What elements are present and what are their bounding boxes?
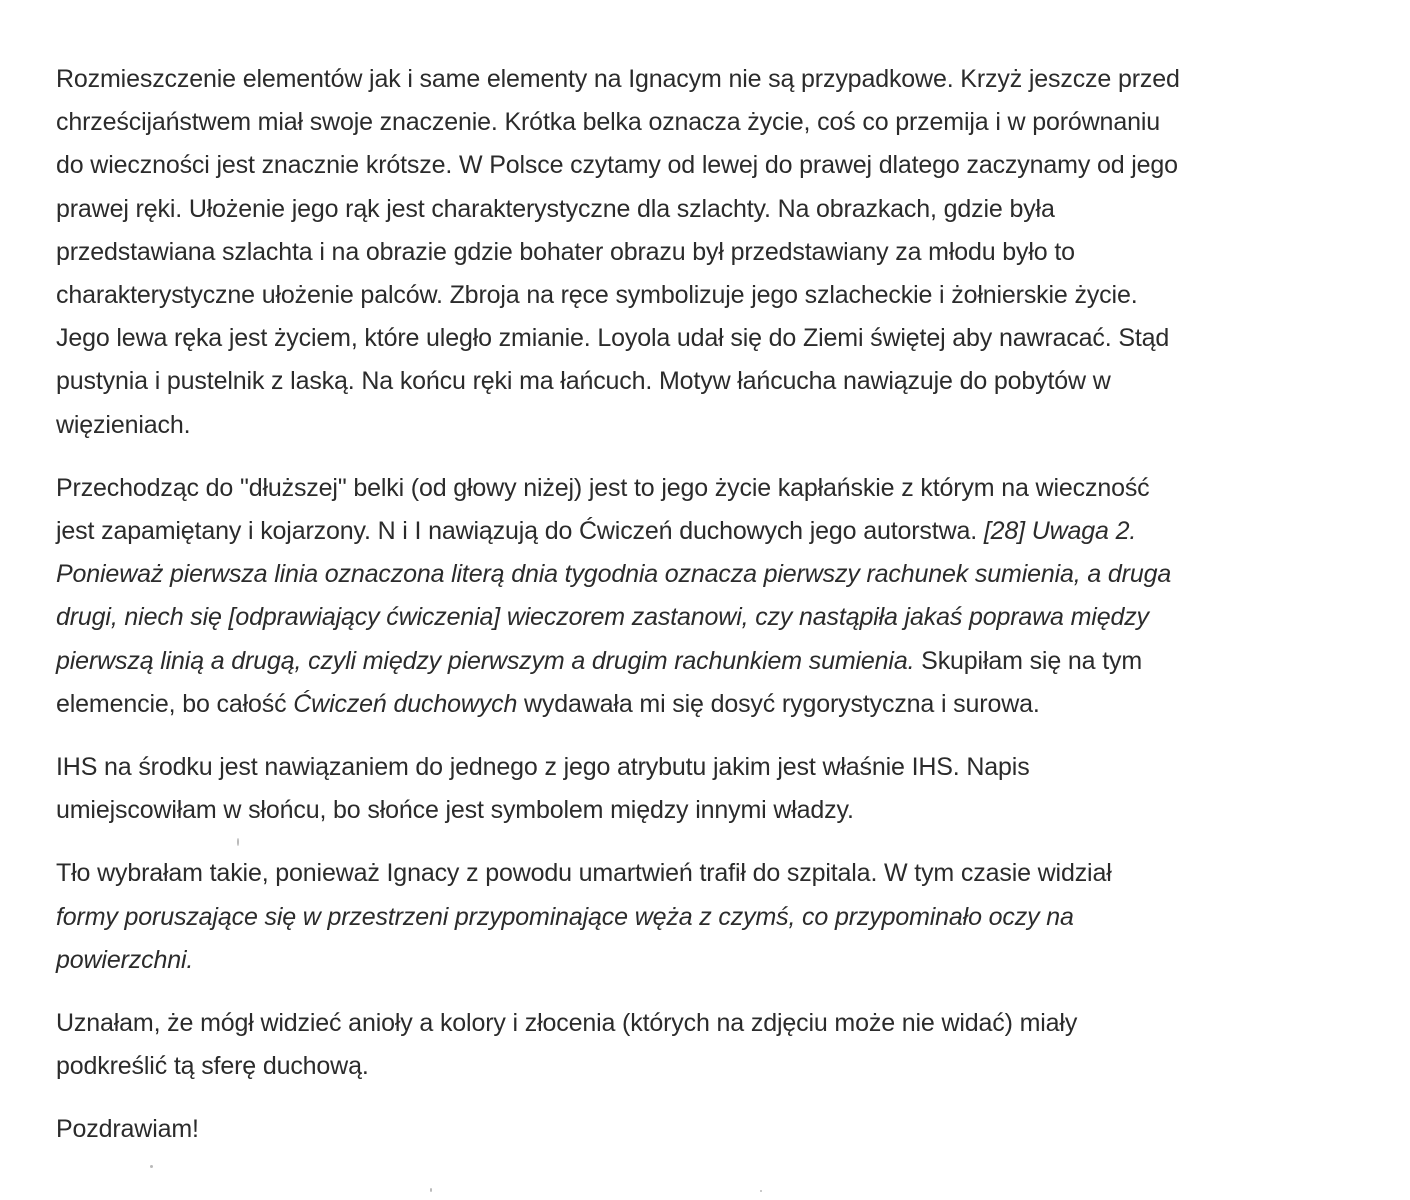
text-line — [56, 939, 1396, 982]
text-line — [56, 144, 1396, 187]
italic-text: formy poruszające się w przestrzeni przypominające węża z czymś, co przypominało oczy na — [56, 902, 1074, 931]
scan-speck — [760, 1190, 762, 1192]
text-segment: Przechodząc do "dłuższej" belki (od głowy niżej) jest to jego życie kapłańskie z którym na wieczność — [56, 473, 1150, 502]
text-segment: podkreślić tą sferę duchową. — [56, 1052, 369, 1081]
text-segment: Uznałam, że mógł widzieć anioły a kolory i złocenia (których na zdjęciu może nie widać) miały — [56, 1009, 1078, 1038]
paragraph-ihs — [56, 746, 1396, 832]
text-segment: Pozdrawiam! — [56, 1115, 199, 1144]
italic-text: pierwszą linią a drugą, czyli między pierwszym a drugim rachunkiem sumienia. — [56, 646, 915, 675]
text-segment: jest zapamiętany i kojarzony. N i I nawiązują do Ćwiczeń duchowych jego autorstwa. — [56, 517, 984, 546]
text-segment: Rozmieszczenie elementów jak i same elementy na Ignacym nie są przypadkowe. Krzyż jeszcze przed — [56, 65, 1180, 93]
text-line — [56, 1108, 1396, 1151]
text-segment: Tło wybrałam takie, ponieważ Ignacy z powodu umartwień trafił do szpitala. W tym czasie widział — [56, 859, 1112, 888]
text-segment: Skupiłam się na tym — [914, 646, 1143, 675]
text-line — [56, 467, 1396, 510]
text-line — [56, 596, 1396, 639]
text-line — [56, 896, 1396, 939]
paragraph-angels-colors — [56, 1002, 1396, 1088]
text-segment: charakterystyczne ułożenie palców. Zbroja na ręce symbolizuje jego szlacheckie i żołnierskie życie. — [56, 281, 1138, 310]
text-line — [56, 360, 1396, 403]
italic-text: powierzchni. — [56, 945, 194, 974]
document-page — [56, 58, 1396, 1152]
text-line — [56, 58, 1396, 101]
paragraph-background — [56, 852, 1396, 982]
italic-text: [28] Uwaga 2. — [983, 517, 1137, 546]
text-line — [56, 1002, 1396, 1045]
text-line — [56, 510, 1396, 553]
text-segment: do wieczności jest znacznie krótsze. W Polsce czytamy od lewej do prawej dlatego zaczynamy od jego — [56, 151, 1178, 180]
scan-speck — [237, 838, 239, 846]
paragraph-longer-beam — [56, 467, 1396, 726]
text-line — [56, 404, 1396, 447]
text-segment: umiejscowiłam w słońcu, bo słońce jest symbolem między innymi władzy. — [56, 796, 854, 825]
text-segment: chrześcijaństwem miał swoje znaczenie. Krótka belka oznacza życie, coś co przemija i w porównaniu — [56, 108, 1160, 137]
closing-greeting — [56, 1108, 1396, 1151]
text-line — [56, 683, 1396, 726]
text-segment: pustynia i pustelnik z laską. Na końcu ręki ma łańcuch. Motyw łańcucha nawiązuje do pobytów w — [56, 367, 1111, 396]
text-line — [56, 640, 1396, 683]
text-line — [56, 852, 1396, 895]
text-line — [56, 746, 1396, 789]
paragraph-cross-meaning — [56, 58, 1396, 447]
italic-text: drugi, niech się [odprawiający ćwiczenia] wieczorem zastanowi, czy nastąpiła jakaś poprawa między — [56, 603, 1149, 632]
text-line — [56, 188, 1396, 231]
italic-text: Ćwiczeń duchowych — [293, 689, 518, 718]
text-segment: elemencie, bo całość — [56, 689, 294, 718]
text-segment: wydawała mi się dosyć rygorystyczna i surowa. — [517, 689, 1040, 718]
italic-text: Ponieważ pierwsza linia oznaczona literą dnia tygodnia oznacza pierwszy rachunek sumienia, a druga — [56, 560, 1172, 589]
text-segment: prawej ręki. Ułożenie jego rąk jest charakterystyczne dla szlachty. Na obrazkach, gdzie była — [56, 194, 1055, 223]
text-line — [56, 231, 1396, 274]
scan-speck — [150, 1165, 153, 1168]
text-segment: IHS na środku jest nawiązaniem do jednego z jego atrybutu jakim jest właśnie IHS. Napis — [56, 753, 1030, 782]
text-line — [56, 553, 1396, 596]
text-segment: przedstawiana szlachta i na obrazie gdzie bohater obrazu był przedstawiany za młodu było to — [56, 237, 1075, 266]
text-segment: więzieniach. — [56, 410, 191, 439]
text-line — [56, 274, 1396, 317]
scan-speck — [430, 1188, 432, 1192]
text-line — [56, 789, 1396, 832]
text-segment: Jego lewa ręka jest życiem, które uległo zmianie. Loyola udał się do Ziemi świętej aby nawracać. Stąd — [56, 324, 1170, 353]
text-line — [56, 101, 1396, 144]
text-line — [56, 1045, 1396, 1088]
text-line — [56, 317, 1396, 360]
